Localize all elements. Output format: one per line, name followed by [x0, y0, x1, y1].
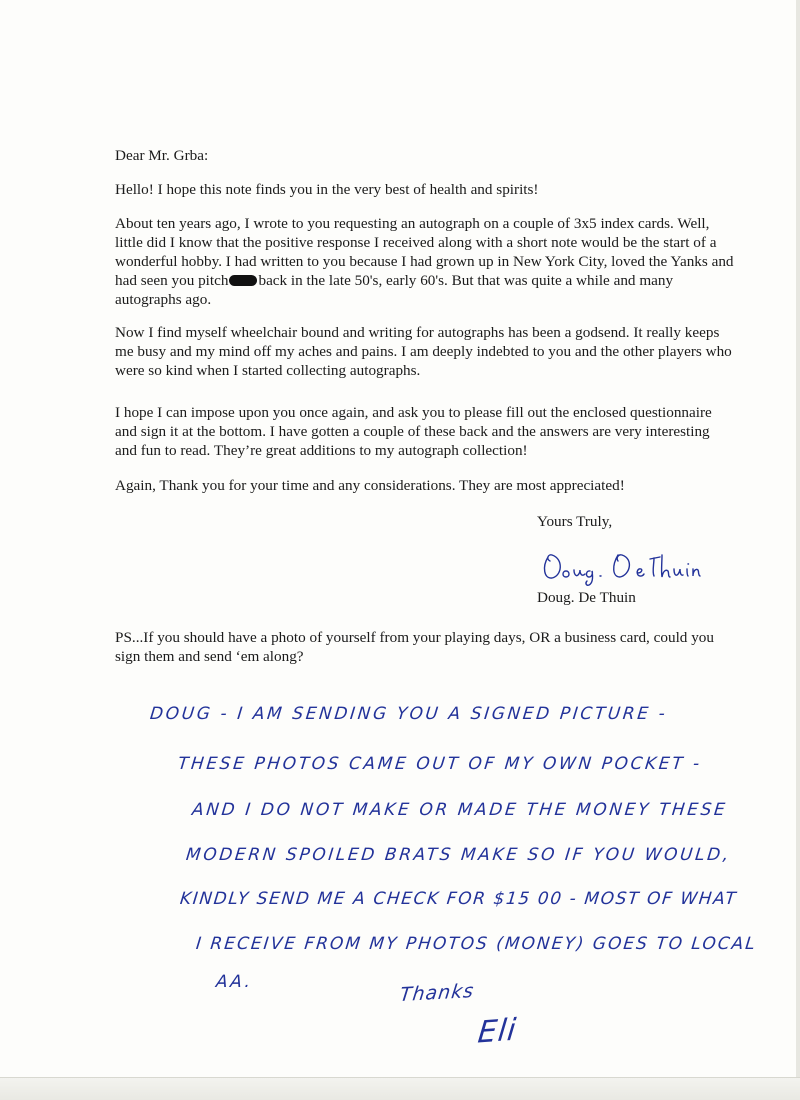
handwritten-thanks: Thanks	[398, 979, 476, 1007]
handwritten-line-6: I RECEIVE FROM MY PHOTOS (MONEY) GOES TO LOCAL	[194, 934, 758, 954]
handwritten-line-3: AND I DO NOT MAKE OR MADE THE MONEY THESE	[190, 800, 729, 820]
scan-edge-right	[796, 0, 800, 1100]
handwritten-line-2: THESE PHOTOS CAME OUT OF MY OWN POCKET -	[176, 754, 703, 774]
handwritten-line-7: AA.	[214, 972, 254, 992]
redaction-mark	[229, 275, 257, 286]
paragraph-wheelchair: Now I find myself wheelchair bound and writing for autographs has been a godsend. It really keeps me busy and my mind off my aches and pains. I am deeply indebted to you and the other players who were so kind when I started collecting autographs.	[115, 324, 732, 379]
typed-name: Doug. De Thuin	[537, 589, 636, 606]
paragraph-request: I hope I can impose upon you once again, and ask you to please fill out the enclosed questionnaire and sign it at the bottom. I have gotten a couple of these back and the answers are very interesting and fun to read. They’re great additions to my autograph collection!	[115, 404, 712, 459]
handwritten-line-4: MODERN SPOILED BRATS MAKE SO IF YOU WOULD,	[184, 845, 732, 865]
doug-signature-drawing	[538, 545, 718, 587]
paragraph-history-part2: back in the late 50's, early 60's. But that was quite a while and many autographs ago.	[115, 272, 674, 308]
postscript: PS...If you should have a photo of yourself from your playing days, OR a business card, could you sign them and send ‘em along?	[115, 629, 714, 665]
paragraph-greeting: Hello! I hope this note finds you in the very best of health and spirits!	[115, 181, 539, 198]
handwritten-line-1: DOUG - I AM SENDING YOU A SIGNED PICTURE -	[148, 704, 669, 724]
doug-signature	[538, 545, 718, 592]
handwritten-line-5: KINDLY SEND ME A CHECK FOR $15 00 - MOST OF WHAT	[178, 889, 739, 909]
handwritten-signoff: Eli	[476, 1012, 519, 1051]
closing: Yours Truly,	[537, 513, 613, 530]
scan-edge-bottom	[0, 1077, 800, 1100]
salutation: Dear Mr. Grba:	[115, 147, 209, 164]
paragraph-thanks: Again, Thank you for your time and any considerations. They are most appreciated!	[115, 477, 625, 494]
paragraph-history	[115, 214, 735, 309]
paragraph-history-part1: About ten years ago, I wrote to you requesting an autograph on a couple of 3x5 index cards. Well, little did I know that the positive response I received along with a short note would be the start of a wonderful hobby. I had written to you because I had grown up in New York City, loved the Yanks and had seen you pitch	[115, 215, 734, 289]
